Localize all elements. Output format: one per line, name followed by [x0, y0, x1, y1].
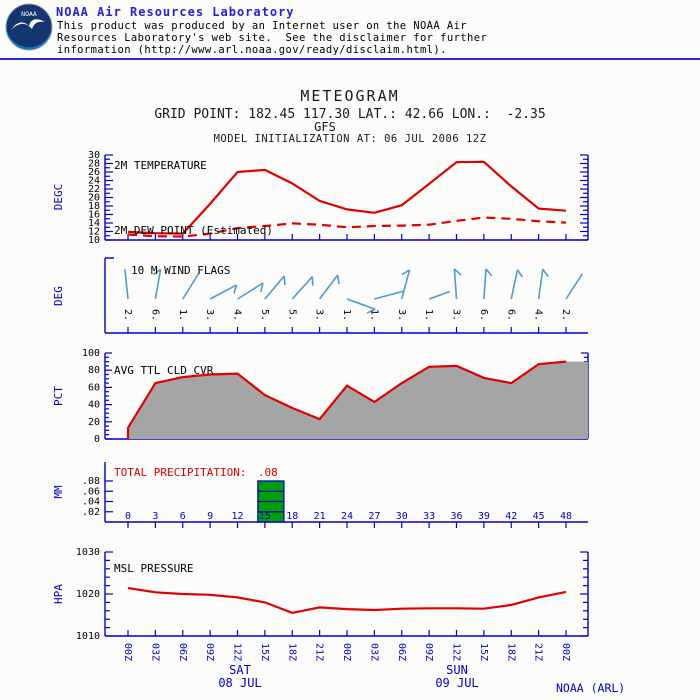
svg-text:18Z: 18Z	[505, 643, 517, 662]
time-axis	[122, 643, 625, 695]
svg-text:10: 10	[87, 235, 100, 246]
panel-precip	[52, 462, 588, 528]
svg-text:1.: 1.	[423, 309, 435, 322]
header-disclaimer-line1: This product was produced by an Internet user on the NOAA Air	[57, 20, 468, 32]
svg-text:18Z: 18Z	[286, 643, 298, 662]
svg-text:12Z: 12Z	[231, 643, 243, 662]
svg-text:12: 12	[87, 226, 100, 238]
svg-text:3.: 3.	[313, 309, 325, 322]
svg-text:18: 18	[286, 511, 299, 522]
date-label-sun: 09 JUL	[435, 676, 479, 690]
svg-text:0: 0	[93, 434, 100, 445]
svg-text:00Z: 00Z	[341, 643, 352, 662]
svg-text:21: 21	[313, 511, 326, 522]
svg-text:09Z: 09Z	[423, 643, 435, 662]
svg-text:06Z: 06Z	[176, 643, 188, 662]
svg-text:16: 16	[87, 209, 100, 221]
header-title: NOAA Air Resources Laboratory	[56, 5, 295, 19]
svg-text:20: 20	[87, 192, 100, 204]
svg-text:3.: 3.	[204, 309, 216, 322]
svg-text:24: 24	[87, 175, 100, 187]
svg-text:21Z: 21Z	[532, 643, 544, 662]
cloud-axis-unit: PCT	[52, 386, 65, 406]
svg-text:22: 22	[87, 184, 100, 195]
svg-text:21Z: 21Z	[313, 643, 325, 662]
svg-text:40: 40	[87, 399, 100, 411]
svg-text:9: 9	[207, 511, 214, 522]
svg-text:1.: 1.	[176, 309, 188, 322]
svg-text:2.: 2.	[122, 309, 133, 322]
svg-text:27: 27	[368, 511, 381, 522]
wind-axis-unit: DEG	[52, 286, 65, 306]
svg-text:1030: 1030	[75, 547, 100, 558]
svg-text:12Z: 12Z	[450, 643, 462, 662]
svg-text:NOAA: NOAA	[21, 10, 37, 18]
header-disclaimer-line2: Resources Laboratory's web site. See the disclaimer for further	[57, 32, 488, 44]
pressure-axis-unit: HPA	[52, 584, 65, 604]
svg-text:30: 30	[395, 511, 408, 522]
svg-text:0: 0	[124, 511, 132, 522]
svg-text:30: 30	[87, 150, 100, 161]
svg-text:.02: .02	[81, 506, 100, 518]
svg-text:3: 3	[152, 511, 159, 522]
credit-label: NOAA (ARL)	[556, 681, 626, 695]
pressure-panel-label: MSL PRESSURE	[114, 562, 194, 575]
svg-text:100: 100	[81, 348, 100, 359]
svg-text:00Z: 00Z	[560, 643, 571, 662]
svg-text:.04: .04	[81, 496, 100, 508]
svg-text:1010: 1010	[75, 631, 100, 642]
svg-text:4.: 4.	[231, 309, 243, 322]
svg-text:3.: 3.	[395, 309, 407, 322]
panel-temperature	[52, 150, 588, 246]
svg-text:15: 15	[258, 511, 271, 522]
svg-text:45: 45	[532, 511, 545, 522]
svg-text:.08: .08	[81, 476, 100, 487]
svg-text:15Z: 15Z	[258, 643, 270, 662]
svg-text:6.: 6.	[477, 309, 489, 322]
svg-text:4.: 4.	[532, 309, 544, 322]
svg-text:03Z: 03Z	[149, 643, 161, 662]
svg-text:2.: 2.	[560, 309, 571, 322]
grid-point-line: GRID POINT: 182.45 117.30 LAT.: 42.66 LON.: -2.35	[154, 107, 546, 122]
svg-text:1020: 1020	[75, 589, 100, 600]
svg-text:15Z: 15Z	[477, 643, 489, 662]
page-title: METEOGRAM	[300, 87, 400, 105]
svg-text:00Z: 00Z	[122, 643, 133, 662]
svg-text:42: 42	[505, 511, 518, 522]
temperature-series-label: 2M TEMPERATURE	[114, 159, 207, 172]
svg-text:5.: 5.	[286, 309, 298, 322]
svg-text:3.: 3.	[450, 309, 462, 322]
svg-text:6.: 6.	[149, 309, 161, 322]
day-label-sat: SAT	[229, 663, 251, 677]
panel-wind	[52, 258, 588, 333]
precip-panel-label: TOTAL PRECIPITATION:	[114, 466, 247, 479]
model-name: GFS	[314, 120, 336, 134]
svg-text:60: 60	[87, 382, 100, 394]
svg-text:5.: 5.	[258, 309, 270, 322]
panel-cloud	[52, 348, 588, 445]
panel-pressure	[52, 547, 588, 642]
day-label-sun: SUN	[446, 663, 468, 677]
model-init-line: MODEL INITIALIZATION AT: 06 JUL 2006 12Z	[213, 133, 487, 145]
svg-text:24: 24	[340, 511, 354, 522]
svg-text:6: 6	[179, 511, 186, 522]
svg-text:18: 18	[87, 201, 100, 212]
svg-text:6.: 6.	[505, 309, 517, 322]
svg-text:03Z: 03Z	[368, 643, 380, 662]
precip-bar-value: .08	[257, 466, 278, 479]
svg-text:33: 33	[423, 511, 436, 522]
svg-text:.06: .06	[81, 486, 100, 498]
svg-text:36: 36	[450, 511, 463, 522]
cloud-panel-label: AVG TTL CLD CVR	[114, 364, 214, 377]
precip-axis-unit: MM	[52, 485, 65, 499]
svg-text:28: 28	[87, 158, 100, 170]
svg-text:14: 14	[87, 218, 100, 229]
header-disclaimer-line3: information (http://www.arl.noaa.gov/ready/disclaim.html).	[57, 44, 447, 56]
svg-text:12: 12	[231, 511, 244, 522]
svg-text:09Z: 09Z	[204, 643, 216, 662]
svg-text:48: 48	[559, 511, 573, 522]
svg-text:1.: 1.	[368, 309, 380, 322]
temperature-axis-unit: DEGC	[52, 183, 65, 211]
svg-text:1.: 1.	[341, 309, 352, 322]
dewpoint-series-label: 2M DEW POINT (Estimated)	[114, 224, 273, 237]
svg-text:26: 26	[87, 167, 100, 178]
wind-panel-label: 10 M WIND FLAGS	[131, 264, 231, 277]
svg-text:39: 39	[477, 511, 490, 522]
svg-text:80: 80	[87, 365, 100, 377]
date-label-sat: 08 JUL	[218, 676, 262, 690]
svg-text:20: 20	[87, 416, 100, 428]
svg-text:06Z: 06Z	[395, 643, 407, 662]
